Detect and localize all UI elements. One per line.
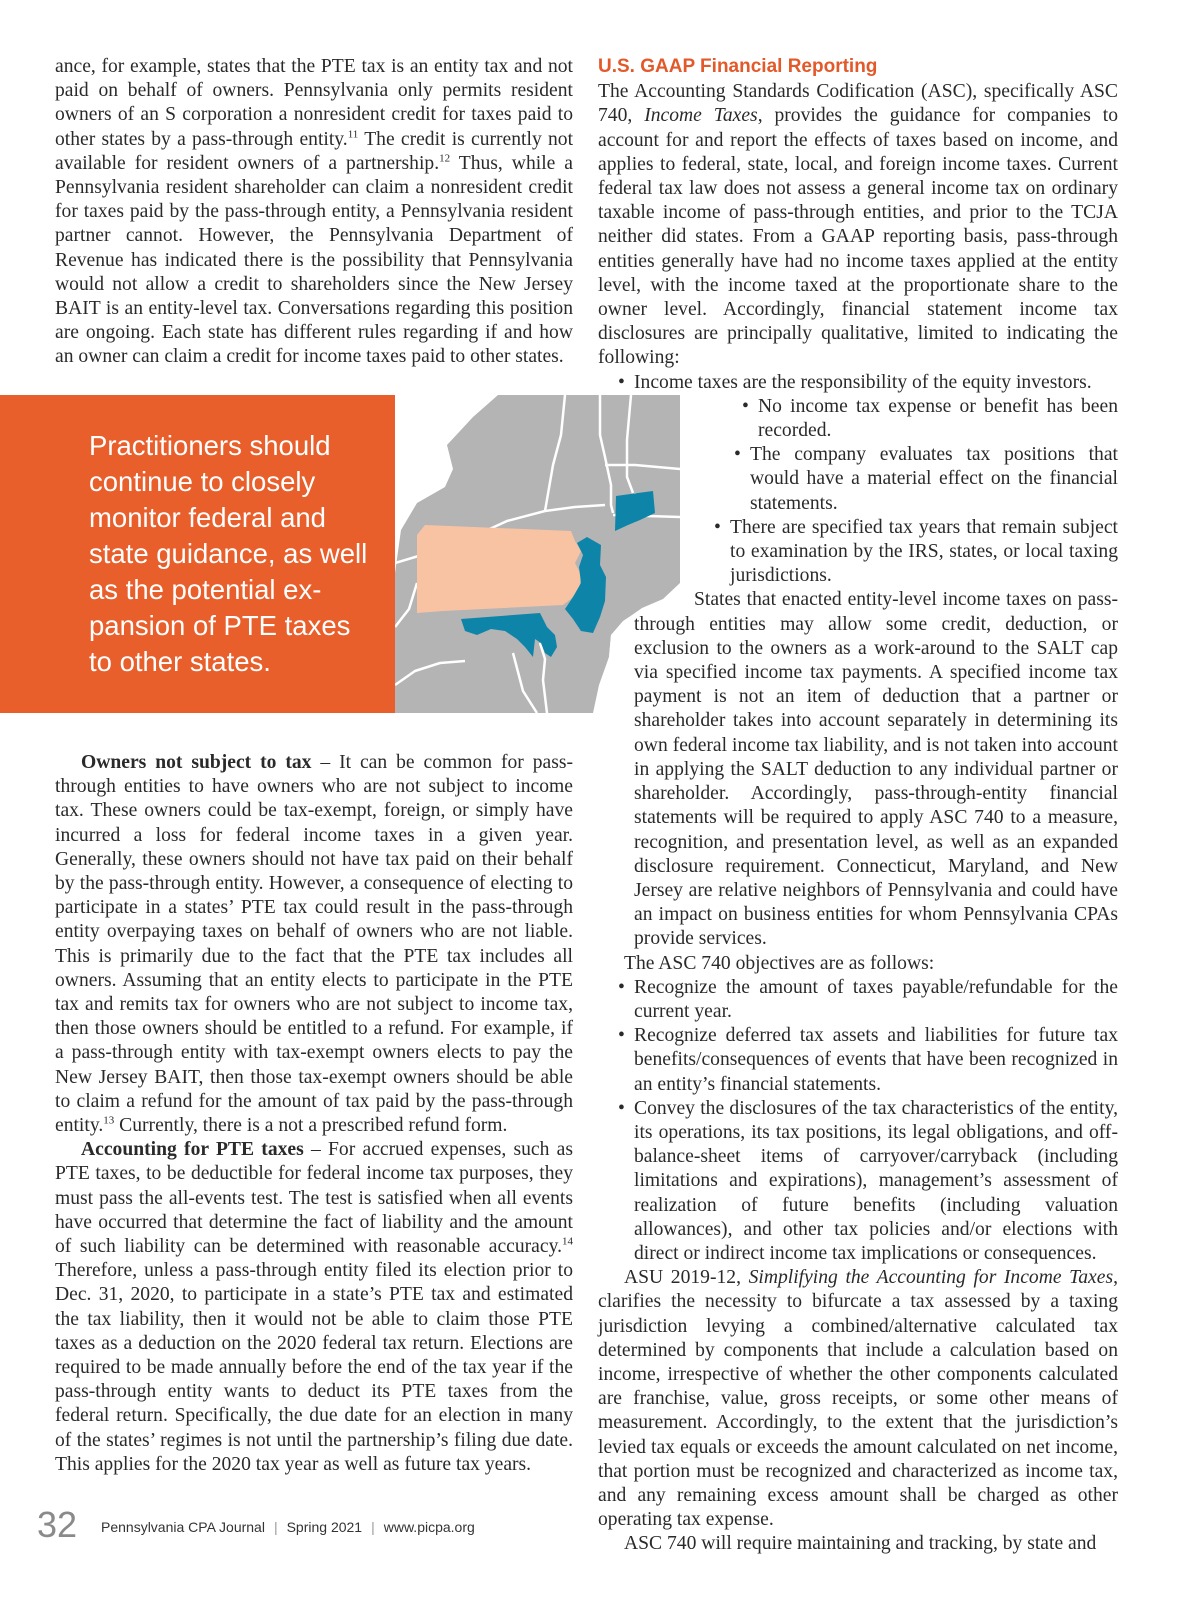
bullet-item: • Convey the disclosures of the tax characteristics of the entity, its operations, its tax positions, its legal obligations, and off-balance-sheet items of carryover/carryback (including limitations and expirations), management’s assessment of realization of future benefits (including valuation allowances), and other tax policies and/or elections with direct or indirect income tax implications or consequences. <box>618 1097 1118 1264</box>
bullet-item: • Income taxes are the responsibility of the equity investors. <box>614 371 1118 395</box>
pull-quote-line: as the potential ex- <box>89 574 322 605</box>
footer-line <box>101 1519 475 1535</box>
pull-quote-line: monitor federal and <box>89 502 326 533</box>
footnote-ref: 11 <box>347 128 359 141</box>
footnote-ref: 12 <box>439 152 451 165</box>
asu-2019-12-paragraph: ASU 2019-12, Simplifying the Accounting for Income Taxes, clarifies the necessity to bifurcate a tax assessed by a taxing jurisdiction levying a combined/alternative calculated tax determined by components that include a calculation based on income, irrespective of whether the other components calculated are franchise, value, gross receipts, or some other means of measurement. Accordingly, to the extent that the jurisdiction’s levied tax equals or exceeds the amount calculated on net income, that portion must be recognized and characterized as income tax, and any remaining excess amount shall be charged as other operating tax expense. <box>598 1267 1118 1531</box>
bullet-icon: • <box>618 1025 625 1047</box>
left-column-top <box>55 55 573 370</box>
website-link[interactable]: www.picpa.org <box>383 1519 475 1535</box>
asc-740-paragraph: The Accounting Standards Codification (ASC), specifically ASC 740, Income Taxes, provides the guidance for companies to account for and report the effects of taxes based on income, and applies to federal, state, local, and foreign income taxes. Current federal tax law does not assess a general income tax on ordinary taxable income of pass-through entities, and prior to the TCJA neither did states. From a GAAP reporting basis, pass-through entities generally have had no income taxes applied at the entity level, with the income taxed at the proportionate share to the owner level. Accordingly, financial statement income tax disclosures are principally qualitative, limited to indicating the following: <box>598 81 1119 369</box>
journal-name: Pennsylvania CPA Journal <box>101 1519 265 1535</box>
page-number: 32 <box>37 1504 78 1545</box>
footer-separator: | <box>371 1519 375 1535</box>
bullet-icon: • <box>618 371 625 393</box>
bullet-icon: • <box>734 444 741 466</box>
bullet-item: • No income tax expense or benefit has been recorded. <box>742 395 1118 442</box>
bullet-icon: • <box>618 976 625 998</box>
footnote-ref: 14 <box>562 1235 573 1248</box>
pull-quote-line: state guidance, as well <box>89 538 368 569</box>
pull-quote-line: to other states. <box>89 646 271 677</box>
left-column-bottom <box>55 751 573 1477</box>
section-heading: U.S. GAAP Financial Reporting <box>598 56 878 77</box>
bullet-item: • The company evaluates tax positions that would have a material effect on the financial statements. <box>734 444 1118 514</box>
pull-quote-line: pansion of PTE taxes <box>89 610 351 641</box>
bullet-icon: • <box>742 395 749 417</box>
pull-quote-line: continue to closely <box>89 466 316 497</box>
owners-not-subject-paragraph: Owners not subject to tax – It can be common for pass-through entities to have owners who are not subject to income tax. These owners could be tax-exempt, foreign, or simply have incurred a loss for federal income taxes in a given year. Generally, these owners should not have tax paid on their behalf by the pass-through entity. However, a consequence of electing to participate in a states’ PTE tax could result in the pass-through entity overpaying taxes on behalf of owners who are not liable. This is primarily due to the fact that the PTE tax includes all owners. Assuming that an entity elects to participate in the PTE tax and remits tax for owners who are not subject to income tax, then those owners should be entitled to a refund. For example, if a pass-through entity with tax-exempt owners elects to pay the New Jersey BAIT, then those tax-exempt owners should be able to claim a refund for the amount of tax paid by the pass-through entity.$^{13}$ Currently, there is a not a prescribed refund form. <box>55 752 574 1137</box>
issue-date: Spring 2021 <box>286 1519 363 1535</box>
bullet-icon: • <box>618 1097 625 1119</box>
objectives-intro: The ASC 740 objectives are as follows: <box>624 952 935 974</box>
salt-workaround-paragraph: States that enacted entity-level income taxes on pass-through entities may allow some credit, deduction, or exclusion to the owners as a work-around to the SALT cap via specified income tax payments. A specified income tax payment is not an item of deduction that a partner or shareholder takes into account separately in determining its own federal income tax liability, and is not taken into account in applying the SALT deduction to any individual partner or shareholder. Accordingly, pass-through-entity financial statements will be required to apply ASC 740 to a measure, recognition, and presentation level, as well as an expanded disclosure requirement. Connecticut, Maryland, and New Jersey are relative neighbors of Pennsylvania and could have an impact on business entities for whom Pennsylvania CPAs provide services. <box>634 589 1118 950</box>
bullet-item: • Recognize the amount of taxes payable/refundable for the current year. <box>618 976 1118 1022</box>
bullet-icon: • <box>714 516 721 538</box>
footnote-ref: 13 <box>103 1114 115 1127</box>
run-in-heading: Owners not subject to tax <box>81 752 312 773</box>
bullet-item: • Recognize deferred tax assets and liabilities for future tax benefits/consequences of events that have been recognized in an entity’s financial statements. <box>618 1025 1118 1095</box>
accounting-pte-paragraph: Accounting for PTE taxes – For accrued expenses, such as PTE taxes, to be deductible for federal income tax purposes, they must pass the all-events test. The test is satisfied when all events have occurred that determine the fact of liability and the amount of such liability can be determined with reasonable accuracy.$^{14}$ Therefore, unless a pass-through entity filed its election prior to Dec. 31, 2020, to participate in a state’s PTE tax and estimated the tax liability, then it would not be able to claim those PTE taxes as a deduction on the 2020 federal tax return. Elections are required to be made annually before the end of the tax year if the pass-through entity wants to deduct its PTE taxes from the federal return. Specifically, the due date for an election in many of the states’ regimes is not until the partnership’s filing due date. This applies for the 2020 tax year as well as future tax years. <box>55 1139 573 1475</box>
right-column <box>598 55 1118 1557</box>
run-in-heading: Accounting for PTE taxes <box>81 1139 304 1161</box>
paragraph-continuation: ance, for example, states that the PTE tax is an entity tax and not paid on behalf of owners. Pennsylvania only permits resident owners of an S corporation a nonresident credit for taxes paid to other states by a pass-through entity.$^{11}$ The credit is currently not available for resident owners of a partnership.$^{12}$ Thus, while a Pennsylvania resident shareholder can claim a nonresident credit for taxes paid by the pass-through entity, a Pennsylvania resident partner cannot. However, the Pennsylvania Department of Revenue has indicated there is the possibility that Pennsylvania would not allow a credit to shareholders since the New Jersey BAIT is an entity-level tax. Conversations regarding this position are ongoing. Each state has different rules regarding if and how an owner can claim a credit for income taxes paid to other states. <box>55 56 574 368</box>
footer-separator: | <box>273 1519 278 1535</box>
asc-740-tracking-paragraph: ASC 740 will require maintaining and tracking, by state and <box>624 1533 1097 1555</box>
pennsylvania-state <box>417 525 581 613</box>
page-footer <box>37 1505 1157 1549</box>
pull-quote <box>0 395 395 713</box>
bullet-item: • There are specified tax years that remain subject to examination by the IRS, states, or local taxing jurisdictions. <box>714 516 1118 587</box>
pull-quote-line: Practitioners should <box>89 430 331 461</box>
